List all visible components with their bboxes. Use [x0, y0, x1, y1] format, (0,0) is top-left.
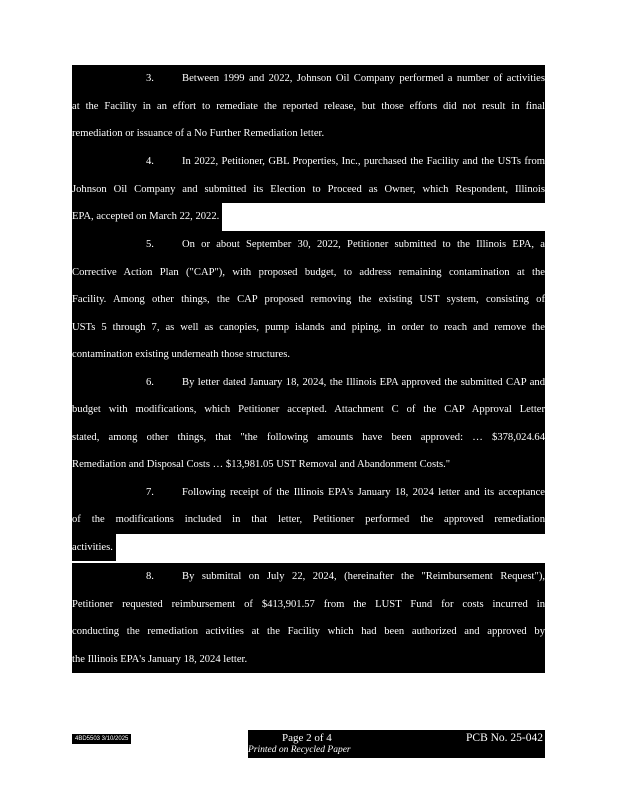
paragraph-line: Corrective Action Plan ("CAP"), with proposed budget, to address remaining contamination at the [72, 259, 545, 287]
paragraph-line: budget with modifications, which Petitioner accepted. Attachment C of the CAP Approval Letter [72, 396, 545, 424]
paragraph-line: 7. Following receipt of the Illinois EPA's January 18, 2024 letter and its acceptance [72, 479, 545, 507]
paragraph-line: of the modifications included in that letter, Petitioner performed the approved remediation [72, 506, 545, 534]
paragraph-3 [72, 65, 545, 148]
paragraph-line: remediation or issuance of a No Further Remediation letter. [72, 120, 545, 148]
paragraph-number: 8. [146, 571, 154, 582]
paragraph-line: 8. By submittal on July 22, 2024, (hereinafter the "Reimbursement Request"), [72, 563, 545, 591]
paragraph-line: contamination existing underneath those structures. [72, 341, 545, 369]
paragraph-line: 6. By letter dated January 18, 2024, the Illinois EPA approved the submitted CAP and [72, 369, 545, 397]
paragraph-number: 3. [146, 73, 154, 84]
paragraph-8 [72, 563, 545, 673]
paragraph-line: at the Facility in an effort to remediate the reported release, but those efforts did not result in final [72, 93, 545, 121]
paragraph-4 [72, 148, 545, 236]
paragraph-line: 5. On or about September 30, 2022, Petitioner submitted to the Illinois EPA, a [72, 231, 545, 259]
case-number: PCB No. 25-042 [466, 732, 543, 744]
paragraph-line: activities. [72, 534, 116, 562]
paragraph-line: stated, among other things, that "the following amounts have been approved: … $378,024.64 [72, 424, 545, 452]
paragraph-number: 5. [146, 239, 154, 250]
paragraph-line: 3. Between 1999 and 2022, Johnson Oil Company performed a number of activities [72, 65, 545, 93]
paragraph-line: Johnson Oil Company and submitted its Election to Proceed as Owner, which Respondent, Illinois [72, 176, 545, 204]
paragraph-number: 6. [146, 376, 154, 388]
paragraph-line: the Illinois EPA's January 18, 2024 letter. [72, 646, 545, 674]
recycled-paper-note: Printed on Recycled Paper [248, 745, 351, 755]
paragraph-line: 4. In 2022, Petitioner, GBL Properties, Inc., purchased the Facility and the USTs from [72, 148, 545, 176]
paragraph-5 [72, 231, 545, 566]
paragraph-line: Petitioner requested reimbursement of $413,901.57 from the LUST Fund for costs incurred in [72, 591, 545, 619]
page-number: Page 2 of 4 [282, 732, 332, 744]
paragraph-line: conducting the remediation activities at the Facility which had been authorized and approved by [72, 618, 545, 646]
paragraph-line: Facility. Among other things, the CAP proposed removing the existing UST system, consisting of [72, 286, 545, 314]
paragraph-number: 4. [146, 156, 154, 167]
paragraph-line: Remediation and Disposal Costs … $13,981.05 UST Removal and Abandonment Costs." [72, 451, 545, 479]
paragraph-line: EPA, accepted on March 22, 2022. [72, 203, 222, 231]
page-footer [248, 730, 545, 758]
paragraph-number: 7. [146, 486, 154, 498]
paragraph-line: USTs 5 through 7, as well as canopies, pump islands and piping, in order to reach and remove the [72, 314, 545, 342]
document-id: 4BD5503 3/10/2025 [72, 734, 131, 744]
